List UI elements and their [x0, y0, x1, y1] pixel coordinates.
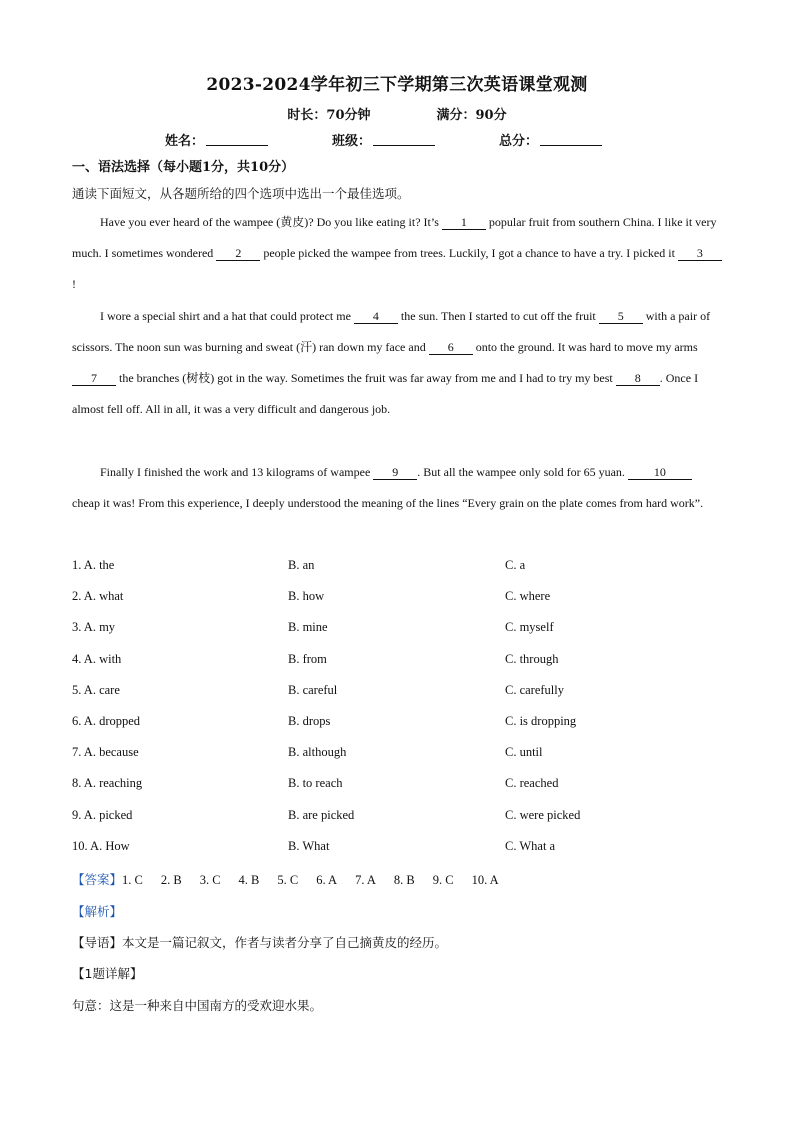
answer-item: 10. A — [471, 873, 499, 887]
option-a: 9. A. picked — [72, 807, 133, 822]
analysis-label: 【解析】 — [72, 904, 123, 919]
passage-text: the branches (树枝) got in the way. Sometimes the fruit was far away from me and I had to try my best — [116, 371, 616, 385]
total-field — [499, 130, 602, 149]
total-blank — [540, 133, 602, 146]
blank-2: 2 — [216, 246, 260, 261]
passage-text: ! — [72, 277, 76, 291]
option-b: B. What — [288, 838, 330, 853]
option-row — [72, 808, 722, 839]
option-c: C. What a — [505, 838, 556, 853]
name-blank — [206, 133, 268, 146]
option-b: B. although — [288, 745, 347, 760]
class-label: 班级： — [332, 134, 372, 149]
option-b: B. to reach — [288, 776, 343, 791]
option-b: B. how — [288, 589, 325, 604]
option-c: C. where — [505, 589, 551, 604]
answer-item: 1. C — [122, 873, 143, 887]
option-a: 1. A. the — [72, 558, 115, 572]
passage-text: onto the ground. It was hard to move my arms — [472, 340, 698, 354]
exam-meta-line — [0, 104, 794, 123]
option-c: C. a — [505, 558, 526, 572]
blank-9: 9 — [373, 465, 417, 480]
guide-text: 【导语】本文是一篇记叙文，作者与读者分享了自己摘黄皮的经历。 — [72, 935, 448, 950]
option-c: C. reached — [505, 776, 559, 791]
passage-text: the sun. Then I started to cut off the fruit — [397, 309, 599, 323]
full-score-text: 满分：90分 — [436, 108, 507, 123]
option-a: 4. A. with — [72, 651, 122, 666]
student-info-line — [165, 130, 602, 149]
blank-1: 1 — [442, 215, 486, 230]
option-b: B. drops — [288, 713, 331, 728]
section-heading: 一、语法选择（每小题1分，共10分） — [72, 160, 295, 175]
passage-text: . Once I almost fell off. All in all, it was a very difficult and dangerous job. — [72, 371, 699, 416]
passage-text: I wore a special shirt and a hat that could protect me — [100, 309, 354, 323]
page-title: 2023-2024学年初三下学期第三次英语课堂观测 — [206, 75, 588, 95]
passage-text: Have you ever heard of the wampee (黄皮)? Do you like eating it? It’s — [100, 215, 442, 229]
passage-paragraph-2 — [72, 301, 722, 425]
option-row — [72, 745, 722, 776]
blank-6: 6 — [429, 340, 473, 355]
answer-item: 6. A — [316, 873, 338, 887]
option-a: 5. A. care — [72, 682, 120, 697]
passage-text: people picked the wampee from trees. Luckily, I got a chance to have a try. I picked it — [260, 246, 678, 260]
passage-text: popular fruit from southern China. I like it very much. I sometimes wondered — [72, 215, 717, 260]
name-field — [165, 130, 268, 149]
passage-paragraph-1 — [72, 207, 722, 300]
question-1-detail-label: 【1题详解】 — [72, 966, 143, 981]
option-row — [72, 683, 722, 714]
option-row — [72, 589, 722, 620]
blank-4: 4 — [354, 309, 398, 324]
option-b: B. from — [288, 651, 327, 666]
option-c: C. were picked — [505, 807, 581, 822]
class-blank — [373, 133, 435, 146]
option-c: C. until — [505, 745, 543, 760]
passage-paragraph-3 — [72, 457, 722, 519]
option-c: C. myself — [505, 620, 554, 635]
question-1-meaning: 句意：这是一种来自中国南方的受欢迎水果。 — [72, 998, 323, 1013]
answer-item: 9. C — [432, 873, 454, 887]
option-a: 3. A. my — [72, 620, 116, 635]
option-row — [72, 776, 722, 807]
blank-10: 10 — [628, 465, 692, 480]
option-a: 6. A. dropped — [72, 713, 141, 728]
answer-item: 5. C — [277, 873, 299, 887]
options-list — [72, 558, 722, 870]
option-row — [72, 620, 722, 651]
answer-label: 【答案】 — [72, 872, 123, 887]
option-row — [72, 839, 722, 870]
option-row — [72, 558, 722, 589]
duration-text: 时长：70分钟 — [287, 108, 371, 123]
option-a: 10. A. How — [72, 838, 130, 853]
answer-item: 3. C — [199, 873, 221, 887]
option-c: C. is dropping — [505, 713, 577, 728]
option-b: B. careful — [288, 682, 338, 697]
answer-item: 7. A — [355, 873, 376, 887]
answer-item: 8. B — [393, 873, 415, 887]
option-a: 7. A. because — [72, 745, 139, 760]
passage-text: Finally I finished the work and 13 kilograms of wampee — [100, 465, 374, 479]
class-field — [332, 130, 435, 149]
option-c: C. through — [505, 651, 559, 666]
passage-text: . But all the wampee only sold for 65 yuan. — [417, 465, 628, 479]
option-c: C. carefully — [505, 682, 565, 697]
blank-3: 3 — [678, 246, 722, 261]
instruction-text: 通读下面短文，从各题所给的四个选项中选出一个最佳选项。 — [72, 186, 410, 201]
answer-item: 4. B — [238, 873, 260, 887]
blank-5: 5 — [599, 309, 643, 324]
option-b: B. mine — [288, 620, 328, 635]
passage-text: cheap it was! From this experience, I deeply understood the meaning of the lines “Every grain on the plate comes from hard work”. — [72, 496, 704, 510]
option-a: 8. A. reaching — [72, 776, 143, 791]
name-label: 姓名： — [165, 134, 205, 149]
option-b: B. are picked — [288, 807, 355, 822]
blank-8: 8 — [616, 371, 660, 386]
option-b: B. an — [288, 558, 315, 572]
passage-text: with a pair of scissors. The noon sun was burning and sweat (汗) ran down my face and — [72, 309, 711, 354]
option-row — [72, 652, 722, 683]
total-label: 总分： — [499, 134, 539, 149]
blank-7: 7 — [72, 371, 116, 386]
option-row — [72, 714, 722, 745]
option-a: 2. A. what — [72, 589, 124, 604]
answer-item: 2. B — [160, 873, 182, 887]
answer-line — [72, 870, 517, 888]
